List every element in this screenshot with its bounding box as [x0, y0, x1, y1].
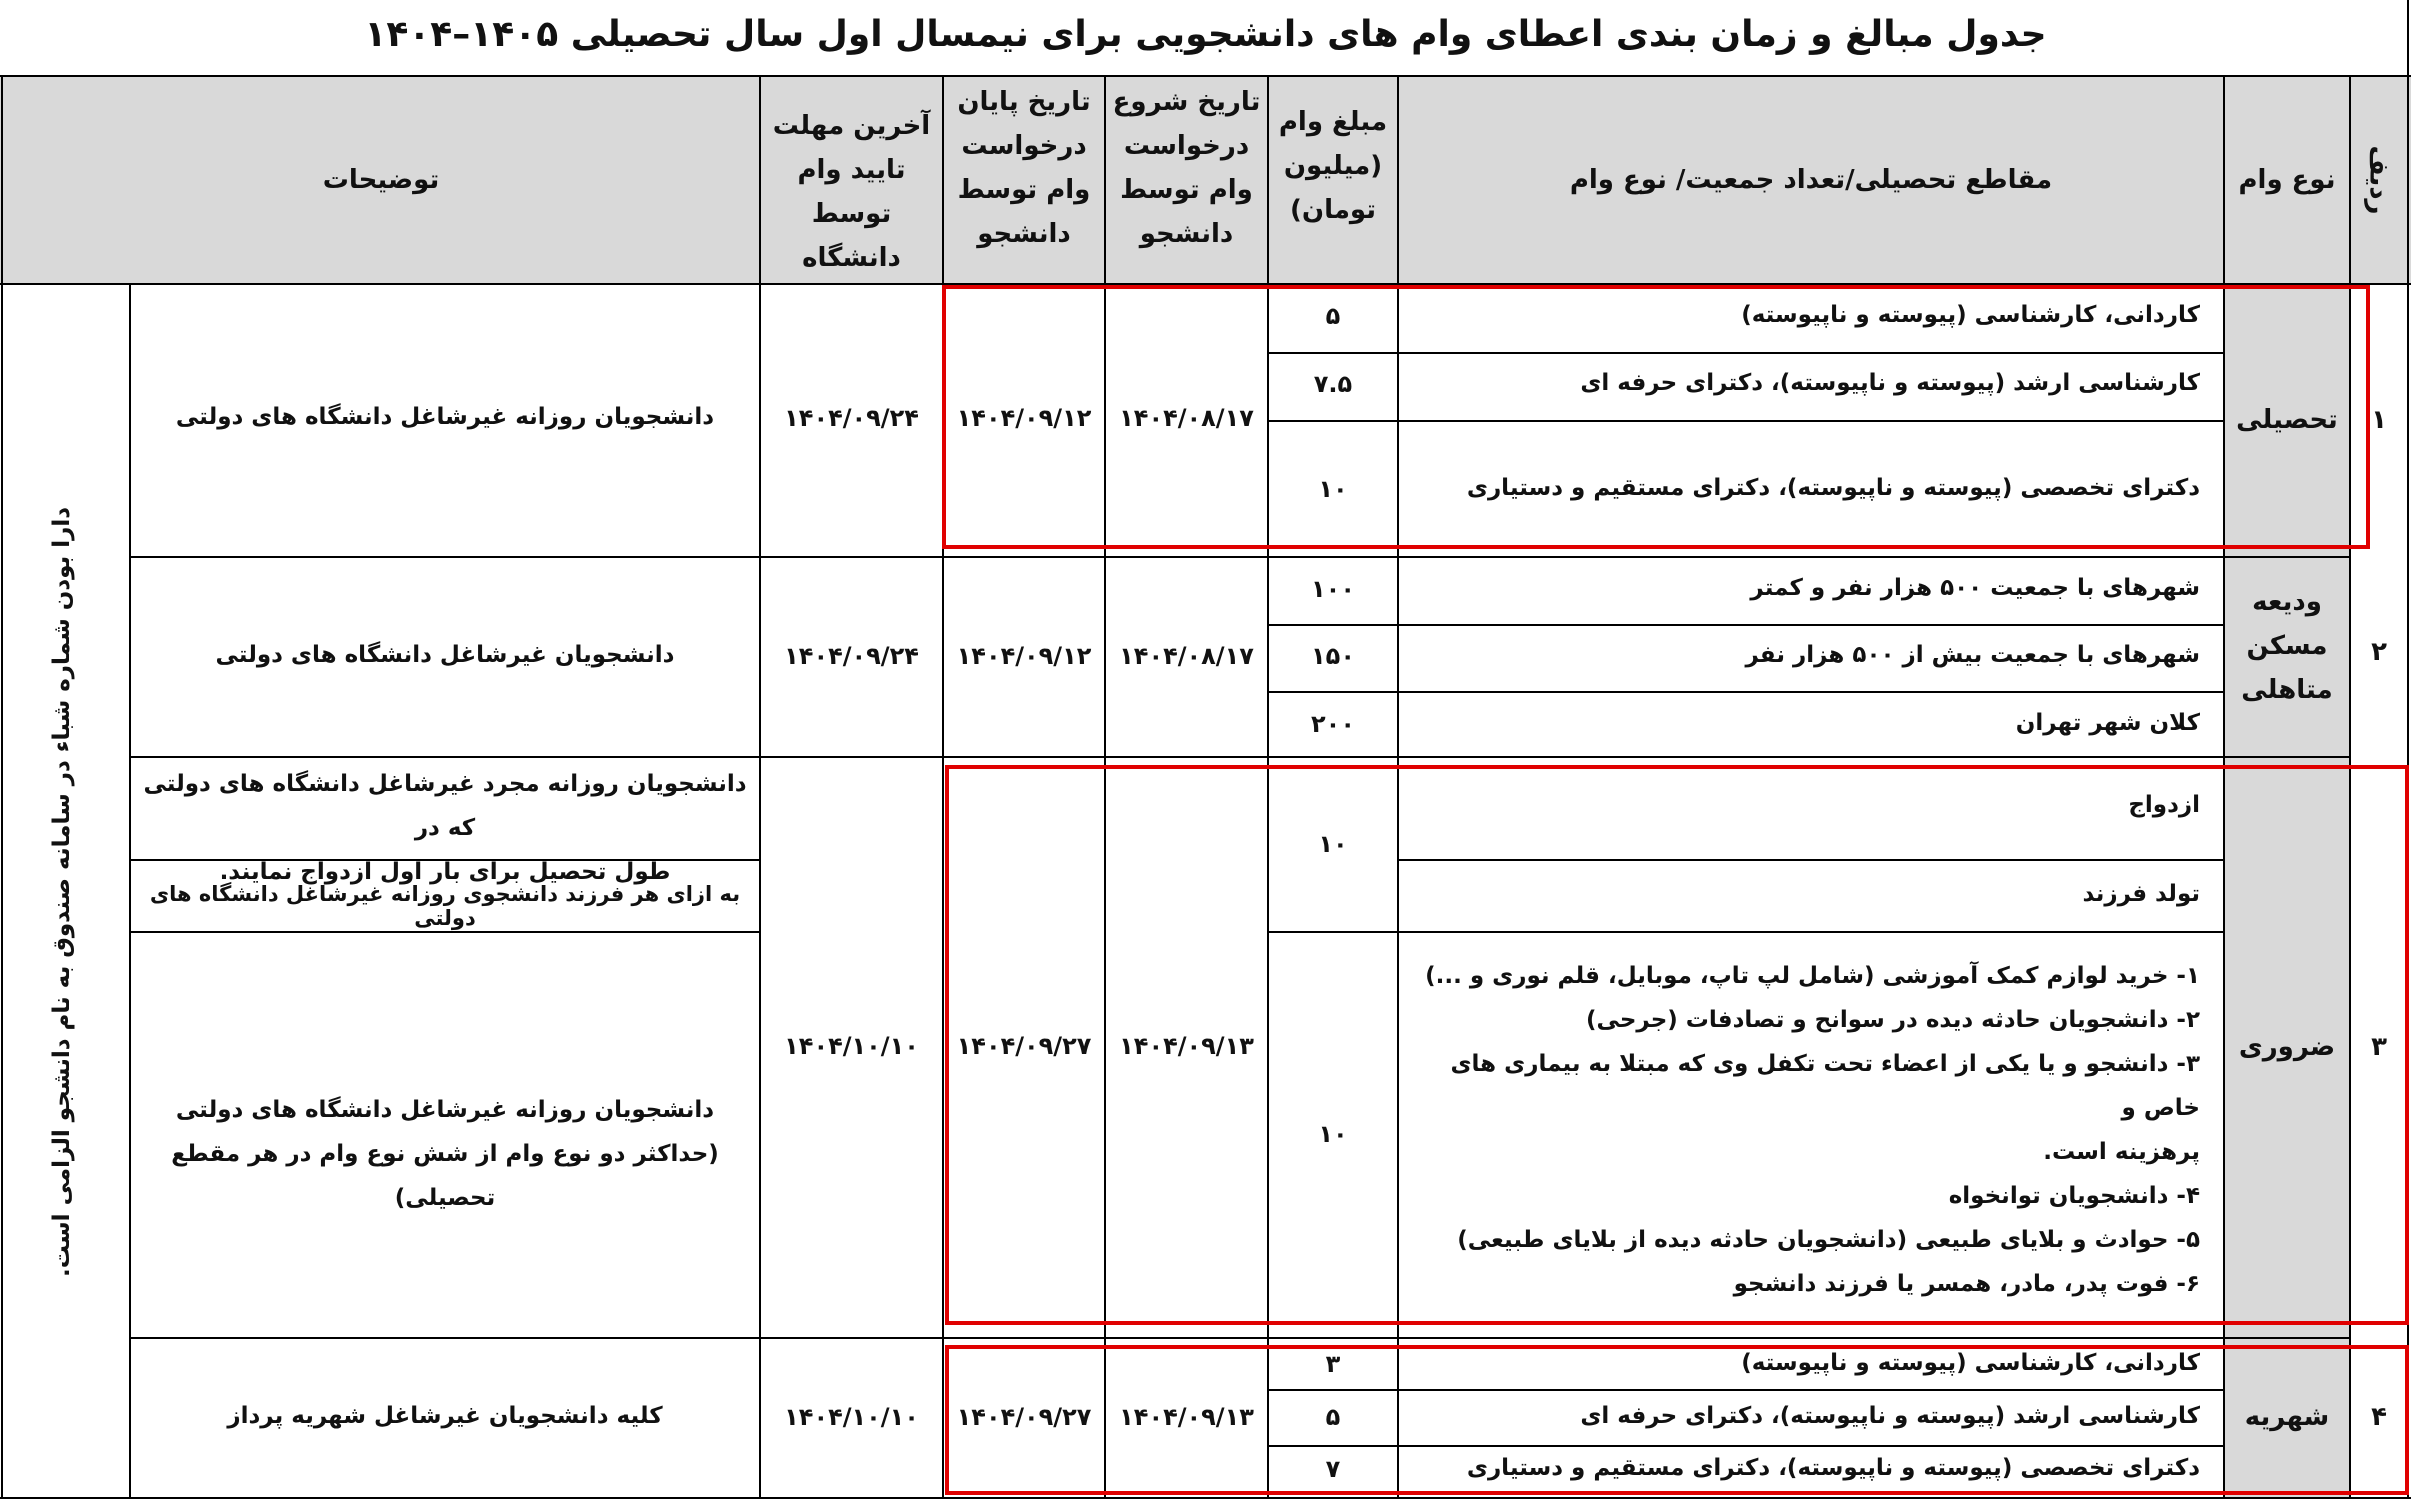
row-1-item: دکترای تخصصی (پیوسته و ناپیوسته)، دکترای مستقیم و دستیاری: [1466, 475, 2200, 501]
row-3-list-item: ۴- دانشجویان توانخواه: [1948, 1183, 2200, 1209]
row-1-start-date: ۱۴۰۴/۰۸/۱۷: [1119, 404, 1254, 432]
row-2-type-line: متاهلی: [2241, 675, 2333, 705]
row-3-item: تولد فرزند: [2082, 881, 2200, 907]
row-1-item: کارشناسی ارشد (پیوسته و ناپیوسته)، دکترای حرفه ای: [1580, 370, 2200, 396]
row-3-end-date: ۱۴۰۴/۰۹/۲۷: [956, 1032, 1092, 1060]
header-loan-type: نوع وام: [2238, 165, 2336, 195]
header-end-date: [943, 80, 1105, 256]
row-3-description-child: به ازای هر فرزند دانشجوی روزانه غیرشاغل دانشگاه های دولتی: [149, 882, 741, 930]
header-deadline-line: توسط دانشگاه: [802, 199, 901, 273]
row-2-end-date: ۱۴۰۴/۰۹/۱۲: [956, 642, 1092, 670]
row-3-list: [1410, 954, 2200, 1306]
row-2-amount: ۱۰۰: [1311, 575, 1355, 603]
type-column-bg: [2224, 284, 2350, 1498]
page-title: جدول مبالغ و زمان بندی اعطای وام های دانشجویی برای نیمسال اول سال تحصیلی ۱۴۰۵–۱۴۰۴: [364, 14, 2047, 55]
header-start-line: وام توسط: [1120, 175, 1253, 205]
row-2-type: [2224, 580, 2350, 712]
row-4-item: دکترای تخصصی (پیوسته و ناپیوسته)، دکترای مستقیم و دستیاری: [1466, 1455, 2200, 1481]
row-1-amount: ۷.۵: [1313, 370, 1353, 398]
header-end-line: درخواست: [961, 131, 1087, 161]
row-3-description-other: [130, 1088, 760, 1220]
row-3-deadline: ۱۴۰۴/۱۰/۱۰: [784, 1032, 919, 1060]
row-3-description-marriage: [130, 762, 760, 894]
header-amount: [1268, 100, 1398, 232]
row-1-number: ۱: [2371, 405, 2387, 435]
row-1-end-date: ۱۴۰۴/۰۹/۱۲: [956, 404, 1092, 432]
row-4-type: شهریه: [2244, 1402, 2330, 1432]
row-4-deadline: ۱۴۰۴/۱۰/۱۰: [784, 1403, 919, 1431]
row-2-item: شهرهای با جمعیت ۵۰۰ هزار نفر و کمتر: [1750, 575, 2200, 601]
row-3-list-item: پرهزینه است.: [2043, 1139, 2200, 1165]
row-3-list-item: ۳- دانشجو و یا یکی از اعضاء تحت تکفل وی که مبتلا به بیماری های خاص و: [1450, 1051, 2200, 1121]
row-1-deadline: ۱۴۰۴/۰۹/۲۴: [784, 404, 919, 432]
row-2-amount: ۲۰۰: [1311, 710, 1355, 738]
row-2-item: کلان شهر تهران: [2015, 710, 2200, 736]
header-sections: مقاطع تحصیلی/تعداد جمعیت/ نوع وام: [1569, 165, 2053, 195]
header-start-line: دانشجو: [1139, 219, 1234, 249]
row-2-description: دانشجویان غیرشاغل دانشگاه های دولتی: [215, 642, 675, 668]
row-3-type: ضروری: [2238, 1032, 2336, 1062]
row-1-type: تحصیلی: [2236, 405, 2338, 435]
header-deadline: [760, 104, 943, 280]
row-3-desc-line: دانشجویان روزانه غیرشاغل دانشگاه های دولتی: [175, 1097, 715, 1123]
header-start-line: درخواست: [1123, 131, 1250, 161]
row-4-amount: ۳: [1325, 1350, 1341, 1378]
row-2-amount: ۱۵۰: [1311, 642, 1355, 670]
row-3-item: ازدواج: [2128, 792, 2200, 818]
row-3-desc-line: دانشجویان روزانه مجرد غیرشاغل دانشگاه های دولتی که در: [143, 771, 747, 841]
row-4-description: کلیه دانشجویان غیرشاغل شهریه پرداز: [227, 1403, 663, 1429]
header-amount-line: تومان): [1290, 195, 1376, 225]
row-4-item: کارشناسی ارشد (پیوسته و ناپیوسته)، دکترای حرفه ای: [1580, 1403, 2200, 1429]
row-3-start-date: ۱۴۰۴/۰۹/۱۳: [1119, 1032, 1254, 1060]
header-amount-line: (میلیون: [1283, 151, 1383, 181]
row-3-list-item: ۲- دانشجویان حادثه دیده در سوانح و تصادفات (جرحی): [1586, 1007, 2200, 1033]
header-end-line: وام توسط: [957, 175, 1091, 205]
row-4-amount: ۷: [1325, 1455, 1341, 1483]
row-2-type-line: مسکن: [2246, 631, 2328, 661]
row-1-amount: ۵: [1325, 302, 1341, 330]
row-4-item: کاردانی، کارشناسی (پیوسته و ناپیوسته): [1741, 1350, 2200, 1376]
row-3-desc-line: (حداکثر دو نوع وام از شش نوع وام در هر مقطع تحصیلی): [171, 1141, 719, 1211]
header-deadline-line: تایید وام: [797, 155, 906, 185]
row-4-end-date: ۱۴۰۴/۰۹/۲۷: [956, 1403, 1092, 1431]
row-4-start-date: ۱۴۰۴/۰۹/۱۳: [1119, 1403, 1254, 1431]
header-end-line: دانشجو: [977, 219, 1071, 249]
row-1-amount: ۱۰: [1318, 475, 1348, 503]
row-3-desc-line: طول تحصیل برای بار اول ازدواج نمایند.: [219, 859, 671, 885]
header-deadline-line: آخرین مهلت: [772, 111, 931, 141]
row-3-list-item: ۱- خرید لوازم کمک آموزشی (شامل لپ تاپ، موبایل، قلم نوری و ...): [1425, 963, 2200, 989]
row-1-description: دانشجویان روزانه غیرشاغل دانشگاه های دولتی: [175, 404, 715, 430]
header-description: توضیحات: [322, 165, 440, 195]
header-start-date: [1105, 80, 1268, 256]
side-note: دارا بودن شماره شباء در سامانه صندوق به نام دانشجو الزامی است.: [49, 506, 76, 1278]
header-end-line: تاریخ پایان: [957, 87, 1091, 117]
row-3-number: ۳: [2371, 1032, 2387, 1062]
row-4-number: ۴: [2371, 1402, 2387, 1432]
row-2-start-date: ۱۴۰۴/۰۸/۱۷: [1119, 642, 1254, 670]
row-2-deadline: ۱۴۰۴/۰۹/۲۴: [784, 642, 919, 670]
row-2-type-line: ودیعه: [2252, 587, 2322, 617]
row-3-list-item: ۶- فوت پدر، مادر، همسر یا فرزند دانشجو: [1733, 1271, 2200, 1297]
row-3-list-item: ۵- حوادث و بلایای طبیعی (دانشجویان حادثه دیده از بلایای طبیعی): [1457, 1227, 2200, 1253]
row-2-number: ۲: [2371, 637, 2387, 667]
header-start-line: تاریخ شروع: [1112, 87, 1261, 117]
row-1-item: کاردانی، کارشناسی (پیوسته و ناپیوسته): [1741, 302, 2200, 328]
row-3-amount: ۱۰: [1318, 830, 1348, 858]
row-4-amount: ۵: [1325, 1403, 1341, 1431]
row-3-amount: ۱۰: [1318, 1120, 1348, 1148]
row-2-item: شهرهای با جمعیت بیش از ۵۰۰ هزار نفر: [1745, 642, 2200, 668]
header-amount-line: مبلغ وام: [1278, 107, 1388, 137]
header-row-number: ردیف: [2364, 145, 2395, 215]
